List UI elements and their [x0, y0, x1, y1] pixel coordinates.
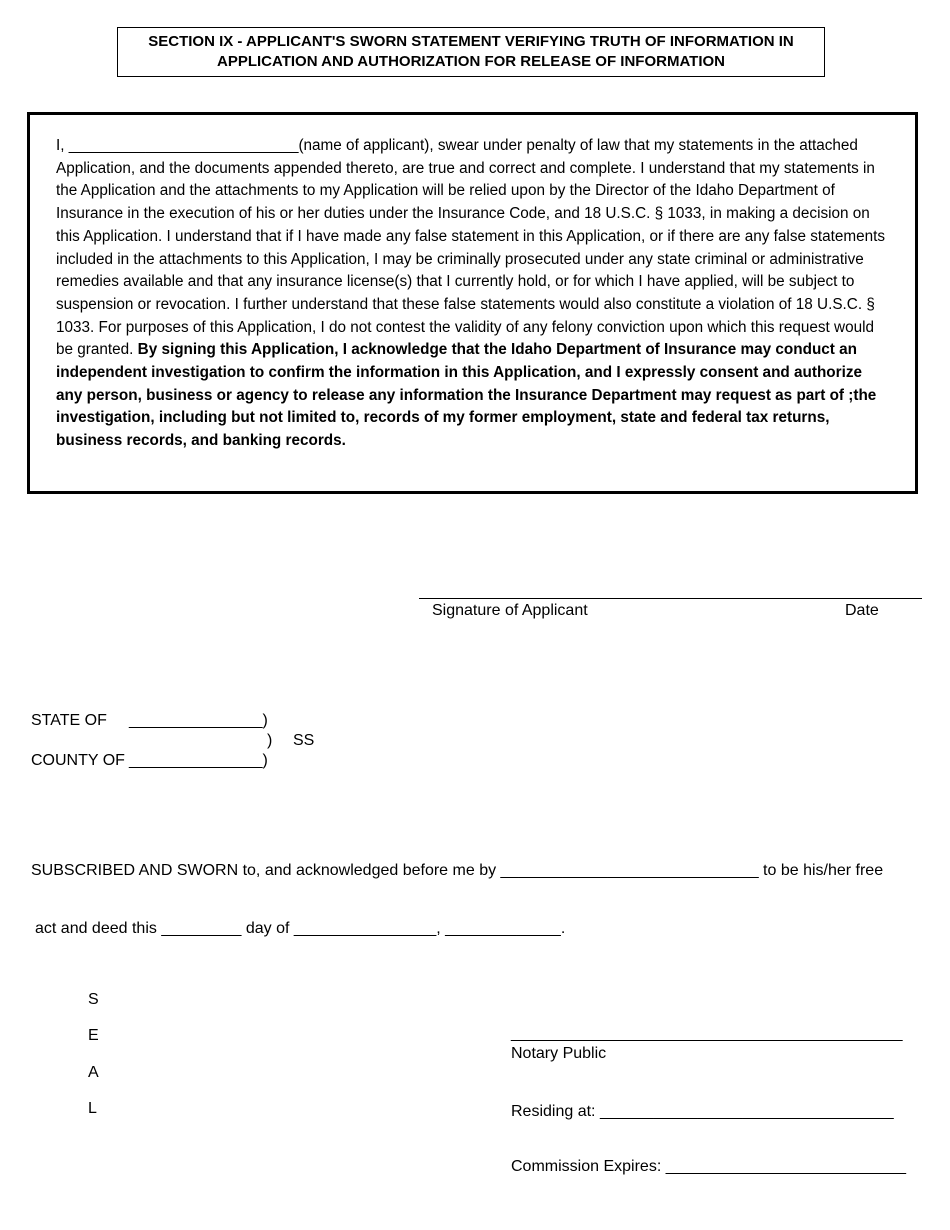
statement-bold-text: By signing this Application, I acknowledge that the Idaho Department of Insurance may conduct an independent investigation to confirm the information in this Application, and I expressly consent and authorize any person, business or agency to release any information the Insurance Department may request as part of ;the investigation, including but not limited to, records of my former employment, state and federal tax returns, business records, and banking records. — [56, 341, 877, 450]
statement-normal-text: I, ___________________________(name of applicant), swear under penalty of law that my statements in the attached Application, and the documents appended thereto, are true and correct and complete. I understand that my statements in the Application and the attachments to my Application will be relied upon by the Director of the Idaho Department of Insurance in the execution of his or her duties under the Insurance Code, and 18 U.S.C. § 1033, in making a decision on this Application. I understand that if I have made any false statement in this Application, or if there are any false statements included in the attachments to this Application, I may be criminally prosecuted under any state criminal or administrative remedies available and that any insurance license(s) that I currently hold, or for which I have applied, will be subject to suspension or revocation. I further understand that these false statements would also constitute a violation of 18 U.S.C. § 1033. For purposes of this Application, I do not contest the validity of any felony conviction upon which this request would be granted. — [56, 137, 886, 359]
venue-middle-paren: ) — [267, 732, 273, 749]
seal-letter-s: S — [88, 991, 99, 1008]
signature-label: Signature of Applicant — [432, 602, 588, 619]
residing-at-field[interactable]: Residing at: _________________________________ — [511, 1103, 894, 1120]
date-label: Date — [845, 602, 879, 619]
jurat-line-1: SUBSCRIBED AND SWORN to, and acknowledged before me by _____________________________ to be his/her free — [31, 862, 884, 879]
seal-letter-e: E — [88, 1027, 99, 1044]
commission-expires-field[interactable]: Commission Expires: ___________________________ — [511, 1158, 906, 1175]
ss-label: SS — [293, 732, 315, 749]
section-title-box — [117, 27, 825, 77]
notary-signature-blank[interactable]: ____________________________________________ — [511, 1025, 903, 1042]
seal-letter-l: L — [88, 1100, 97, 1117]
sworn-statement-text — [56, 135, 891, 453]
state-label: STATE OF — [31, 712, 107, 729]
sworn-statement-box — [27, 112, 918, 494]
jurat-line-2: act and deed this _________ day of ________________, _____________. — [35, 920, 566, 937]
county-label: COUNTY OF — [31, 752, 125, 769]
section-title-line1: SECTION IX - APPLICANT'S SWORN STATEMENT VERIFYING TRUTH OF INFORMATION IN — [148, 33, 794, 50]
notary-public-label: Notary Public — [511, 1045, 607, 1062]
signature-line[interactable] — [419, 598, 922, 599]
state-blank[interactable]: _______________) — [129, 712, 268, 729]
seal-letter-a: A — [88, 1064, 99, 1081]
section-title-line2: APPLICATION AND AUTHORIZATION FOR RELEASE OF INFORMATION — [216, 53, 726, 70]
county-blank[interactable]: _______________) — [129, 752, 268, 769]
